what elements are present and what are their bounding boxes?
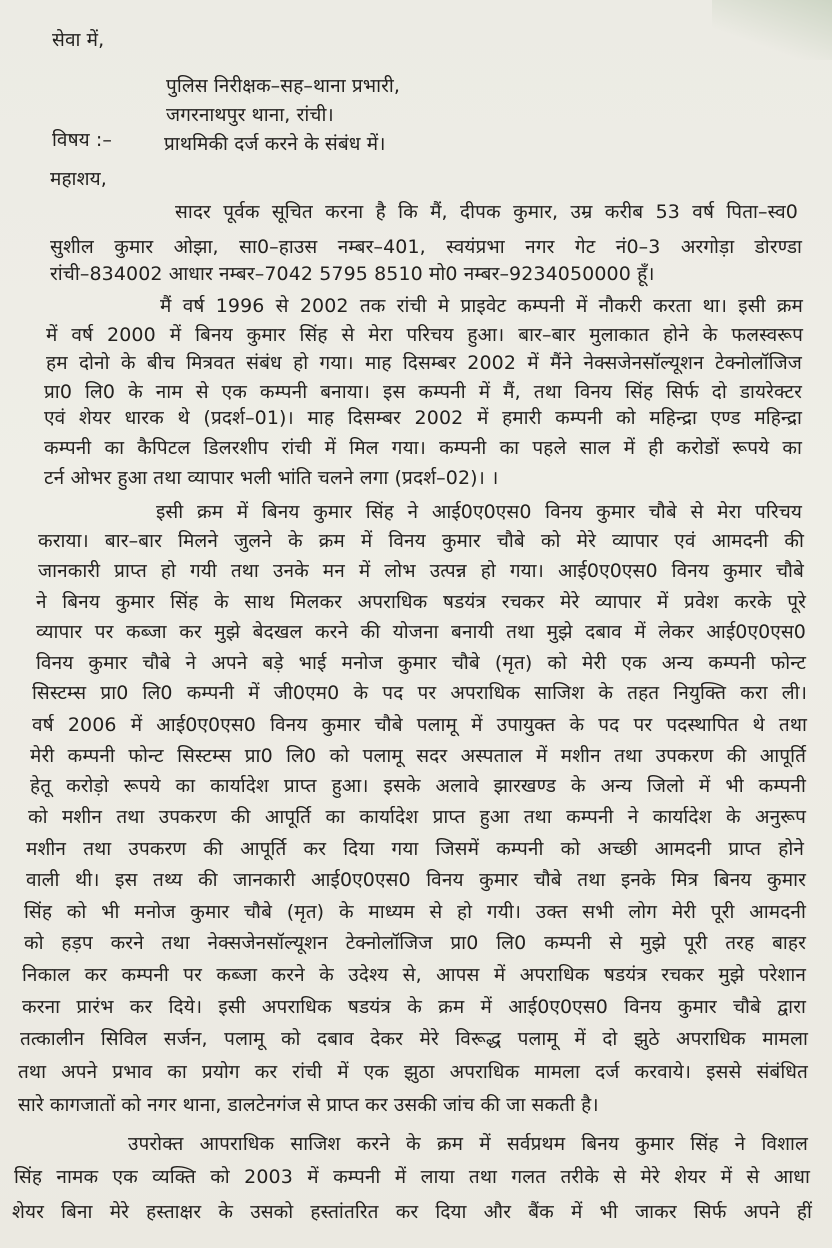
body-line: शेयर बिना मेरे हस्ताक्षर के उसको हस्तांतरित कर दिया और बैंक में भी जाकर सिर्फ अपने हीं <box>12 1201 812 1223</box>
body-line: सादर पूर्वक सूचित करना है कि मैं, दीपक कुमार, उम्र करीब 53 वर्ष पिता–स्व0 <box>175 201 798 223</box>
body-line: मेरी कम्पनी फोन्ट सिस्टम्स प्रा0 लि0 को पलामू सदर अस्पताल में मशीन तथा उपकरण की आपूर्ति <box>30 745 806 767</box>
body-line: रांची–834002 आधार नम्बर–7042 5795 8510 मो0 नम्बर–9234050000 हूँ। <box>50 263 655 285</box>
body-line: सिंह नामक एक व्यक्ति को 2003 में कम्पनी में लाया तथा गलत तरीके से मेरे शेयर में से आधा <box>14 1166 810 1188</box>
body-line: ने बिनय कुमार सिंह के साथ मिलकर अपराधिक षडयंत्र रचकर मेरे व्यापार में प्रवेश करके पूरे <box>36 591 806 613</box>
subject-label: विषय :– <box>52 129 113 151</box>
body-line: हेतू करोड़ो रूपये का कार्यादेश प्राप्त हुआ। इसके अलावे झारखण्ड के अन्य जिलो में भी कम्पनी <box>30 775 806 797</box>
body-line: वाली थी। इस तथ्य की जानकारी आई0ए0एस0 विनय कुमार चौबे तथा इनके मित्र बिनय कुमार <box>26 869 806 891</box>
recipient-line: पुलिस निरीक्षक–सह–थाना प्रभारी, <box>166 75 401 97</box>
body-line: एवं शेयर धारक थे (प्रदर्श–01)। माह दिसम्बर 2002 में हमारी कम्पनी को महिन्द्रा एण्ड महिन्द्रा <box>44 407 802 429</box>
body-line: मशीन तथा उपकरण की आपूर्ति कर दिया गया जिसमें कम्पनी को अच्छी आमदनी प्राप्त होने <box>26 838 804 860</box>
body-line: मैं वर्ष 1996 से 2002 तक रांची मे प्राइवेट कम्पनी में नौकरी करता था। इसी क्रम <box>160 295 803 317</box>
body-line: टर्न ओभर हुआ तथा व्यापार भली भांति चलने लगा (प्रदर्श–02)। । <box>44 467 499 489</box>
body-line: सिंह को भी मनोज कुमार चौबे (मृत) के माध्यम से हो गयी। उक्त सभी लोग मेरी पूरी आमदनी <box>24 901 806 923</box>
body-line: को मशीन तथा उपकरण की आपूर्ति का कार्यादेश प्राप्त हुआ तथा कम्पनी ने कार्यादेश के अनुरूप <box>28 806 806 828</box>
greeting: महाशय, <box>50 168 107 190</box>
body-line: जानकारी प्राप्त हो गयी तथा उनके मन में लोभ उत्पन्न हो गया। आई0ए0एस0 विनय कुमार चौबे <box>38 560 804 582</box>
body-line: विनय कुमार चौबे ने अपने बड़े भाई मनोज कुमार चौबे (मृत) को मेरी एक अन्य कम्पनी फोन्ट <box>36 652 806 674</box>
body-line: वर्ष 2006 में आई0ए0एस0 विनय कुमार चौबे पलामू में उपायुक्त के पद पर पदस्थापित थे तथा <box>32 714 807 736</box>
page-shadow <box>712 0 832 60</box>
subject-text: प्राथमिकी दर्ज करने के संबंध में। <box>164 133 386 155</box>
body-line: कराया। बार–बार मिलने जुलने के क्रम में विनय कुमार चौबे को मेरे व्यापार एवं आमदनी की <box>38 530 804 552</box>
body-line: में वर्ष 2000 में बिनय कुमार सिंह से मेरा परिचय हुआ। बार–बार मुलाकात होने के फलस्वरूप <box>46 324 803 346</box>
body-line: तथा अपने प्रभाव का प्रयोग कर रांची में एक झुठा अपराधिक मामला दर्ज करवाये। इससे संबंधित <box>18 1061 808 1083</box>
body-line: सिस्टम्स प्रा0 लि0 कम्पनी में जी0एम0 के पद पर अपराधिक साजिश के तहत नियुक्ति करा ली। <box>32 682 807 704</box>
recipient-line: जगरनाथपुर थाना, रांची। <box>166 104 334 126</box>
body-line: सारे कागजातों को नगर थाना, डालटेनगंज से प्राप्त कर उसकी जांच की जा सकती है। <box>18 1094 599 1116</box>
body-line: को हड़प करने तथा नेक्सजेनसॉल्यूशन टेक्नोलॉजिज प्रा0 लि0 कम्पनी से मुझे पूरी तरह बाहर <box>24 932 806 954</box>
body-line: निकाल कर कम्पनी पर कब्जा करने के उदेश्य से, आपस में अपराधिक षडयंत्र रचकर मुझे परेशान <box>22 964 807 986</box>
body-line: हम दोनो के बीच मित्रवत संबंध हो गया। माह दिसम्बर 2002 में मैंने नेक्सजेनसॉल्यूशन टेक्नोलॉजिज <box>46 352 802 374</box>
body-line: प्रा0 लि0 के नाम से एक कम्पनी बनाया। इस कम्पनी में मैं, तथा विनय सिंह सिर्फ दो डायरेक्टर <box>44 381 802 403</box>
body-line: इसी क्रम में बिनय कुमार सिंह ने आई0ए0एस0 विनय कुमार चौबे से मेरा परिचय <box>156 501 802 523</box>
body-line: उपरोक्त आपराधिक साजिश करने के क्रम में सर्वप्रथम बिनय कुमार सिंह ने विशाल <box>128 1133 808 1155</box>
body-line: करना प्रारंभ कर दिये। इसी अपराधिक षडयंत्र के क्रम में आई0ए0एस0 विनय कुमार चौबे द्वारा <box>22 996 806 1018</box>
body-line: व्यापार पर कब्जा कर मुझे बेदखल करने की योजना बनायी तथा मुझे दबाव में लेकर आई0ए0एस0 <box>36 621 806 643</box>
salutation-to: सेवा में, <box>52 29 105 51</box>
body-line: सुशील कुमार ओझा, सा0–हाउस नम्बर–401, स्वयंप्रभा नगर गेट नं0–3 अरगोड़ा डोरण्डा <box>50 236 802 258</box>
body-line: तत्कालीन सिविल सर्जन, पलामू को दबाव देकर मेरे विरूद्ध पलामू में दो झुठे अपराधिक मामला <box>20 1028 808 1050</box>
body-line: कम्पनी का कैपिटल डिलरशीप रांची में मिल गया। कम्पनी का पहले साल में ही करोडों रूपये का <box>44 437 802 459</box>
